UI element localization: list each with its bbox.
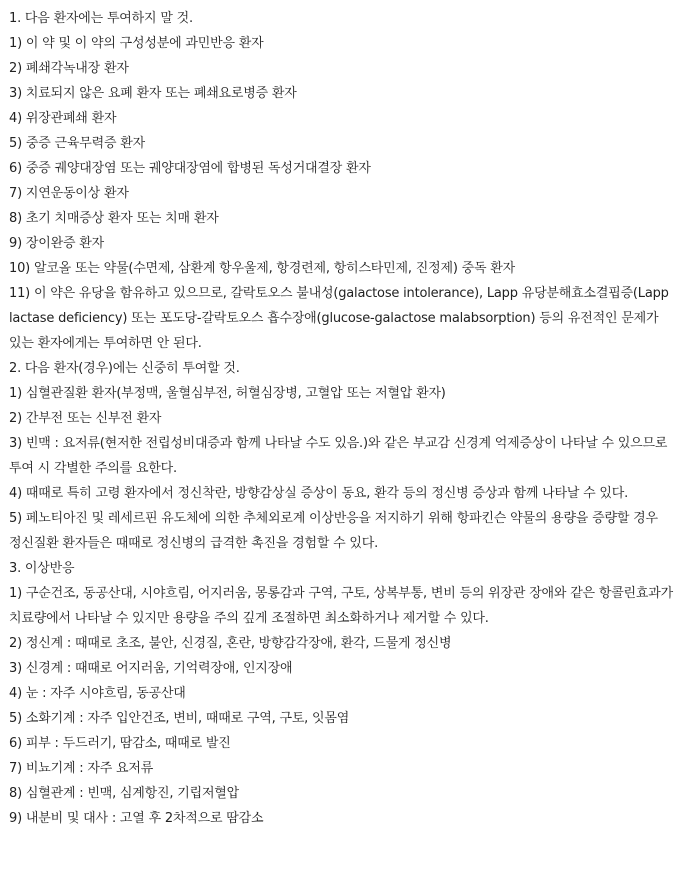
list-item: 5) 중증 근육무력증 환자 <box>9 136 145 151</box>
section-heading: 2. 다음 환자(경우)에는 신중히 투여할 것. <box>9 361 240 376</box>
list-item: 5) 소화기계 : 자주 입안건조, 변비, 때때로 구역, 구토, 잇몸염 <box>9 711 350 726</box>
document-body <box>9 6 679 831</box>
list-item: 1) 심혈관질환 환자(부정맥, 울혈심부전, 허혈심장병, 고혈압 또는 저혈압 환자) <box>9 386 446 401</box>
list-item: 6) 피부 : 두드러기, 땀감소, 때때로 발진 <box>9 736 231 751</box>
list-item: 11) 이 약은 유당을 함유하고 있으므로, 갈락토오스 불내성(galactose intolerance), Lapp 유당분해효소결핍증(Lapp lactase deficiency) 또는 포도당-갈락토오스 흡수장애(glucose-galactose malabsorption) 등의 유전적인 문제가 있는 환자에게는 투여하면 안 된다. <box>9 286 669 351</box>
list-item: 8) 심혈관계 : 빈맥, 심계항진, 기립저혈압 <box>9 786 240 801</box>
list-item: 10) 알코올 또는 약물(수면제, 삼환계 항우울제, 항경련제, 항히스타민제, 진정제) 중독 환자 <box>9 261 515 276</box>
list-item: 9) 장이완증 환자 <box>9 236 104 251</box>
list-item: 5) 페노티아진 및 레세르핀 유도체에 의한 추체외로계 이상반응을 저지하기 위해 항파킨슨 약물의 용량을 증량할 경우 정신질환 환자들은 때때로 정신병의 급격한 촉진을 경험할 수 있다. <box>9 511 658 551</box>
list-item: 7) 지연운동이상 환자 <box>9 186 129 201</box>
list-item: 8) 초기 치매증상 환자 또는 치매 환자 <box>9 211 219 226</box>
list-item: 4) 눈 : 자주 시야흐림, 동공산대 <box>9 686 186 701</box>
list-item: 1) 구순건조, 동공산대, 시야흐림, 어지러움, 몽롱감과 구역, 구토, 상복부통, 변비 등의 위장관 장애와 같은 항콜린효과가 치료량에서 나타날 수 있지만 용량을 주의 깊게 조절하면 최소화하거나 제거할 수 있다. <box>9 586 673 626</box>
list-item: 2) 간부전 또는 신부전 환자 <box>9 411 162 426</box>
list-item: 3) 빈맥 : 요저류(현저한 전립성비대증과 함께 나타날 수도 있음.)와 같은 부교감 신경계 억제증상이 나타날 수 있으므로 투여 시 각별한 주의를 요한다. <box>9 436 668 476</box>
list-item: 3) 치료되지 않은 요폐 환자 또는 폐쇄요로병증 환자 <box>9 86 297 101</box>
list-item: 2) 폐쇄각녹내장 환자 <box>9 61 129 76</box>
list-item: 3) 신경계 : 때때로 어지러움, 기억력장애, 인지장애 <box>9 661 293 676</box>
section-heading: 3. 이상반응 <box>9 561 75 576</box>
list-item: 9) 내분비 및 대사 : 고열 후 2차적으로 땀감소 <box>9 811 264 826</box>
list-item: 4) 때때로 특히 고령 환자에서 정신착란, 방향감상실 증상이 동요, 환각 등의 정신병 증상과 함께 나타날 수 있다. <box>9 486 629 501</box>
list-item: 6) 중증 궤양대장염 또는 궤양대장염에 합병된 독성거대결장 환자 <box>9 161 371 176</box>
list-item: 4) 위장관폐쇄 환자 <box>9 111 117 126</box>
list-item: 1) 이 약 및 이 약의 구성성분에 과민반응 환자 <box>9 36 264 51</box>
section-heading: 1. 다음 환자에는 투여하지 말 것. <box>9 11 193 26</box>
list-item: 2) 정신계 : 때때로 초조, 불안, 신경질, 혼란, 방향감각장애, 환각, 드물게 정신병 <box>9 636 452 651</box>
list-item: 7) 비뇨기계 : 자주 요저류 <box>9 761 154 776</box>
